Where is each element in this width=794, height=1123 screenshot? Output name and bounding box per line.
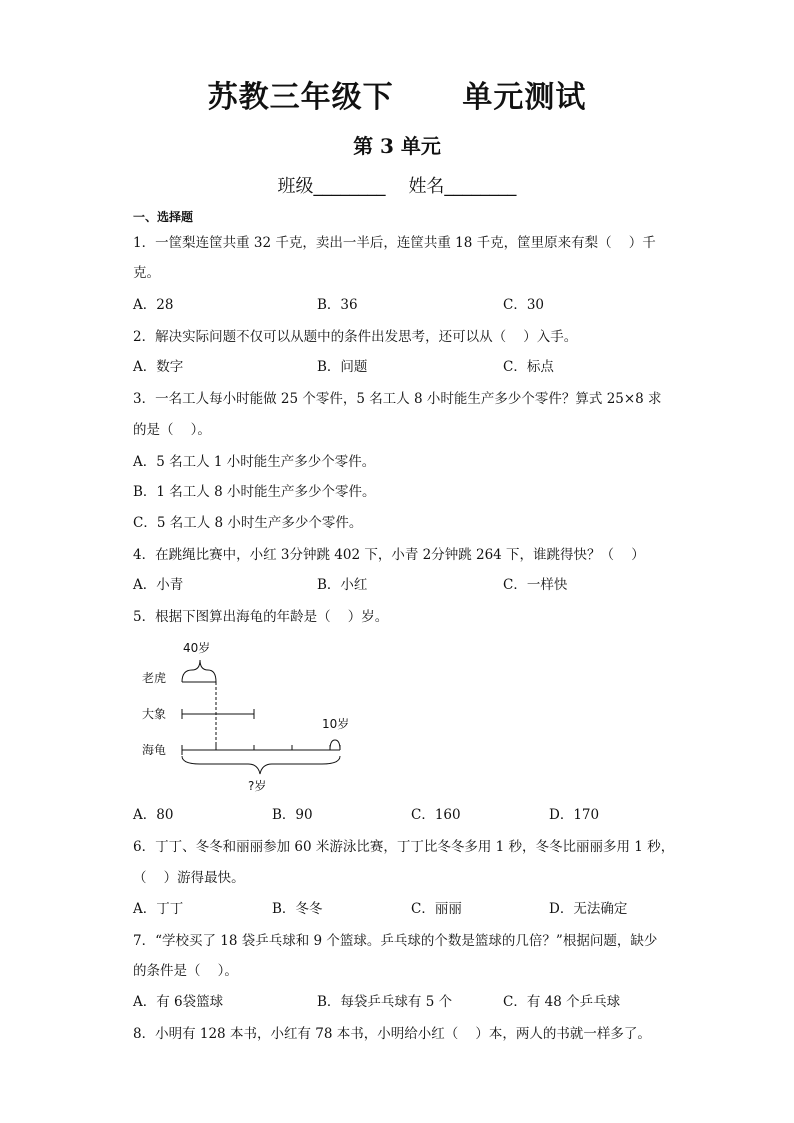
question-5-option-c: C．160	[411, 807, 461, 823]
top-brace	[182, 660, 216, 682]
bottom-brace	[182, 756, 340, 774]
unit-title: 第 3 单元	[353, 134, 441, 158]
question-1-line-1: 1．一筐梨连筐共重 32 千克，卖出一半后，连筐共重 18 千克，筐里原来有梨（ ）千	[133, 235, 656, 251]
extra-brace	[330, 740, 340, 750]
question-2-option-a: A．数字	[133, 359, 184, 375]
question-6-option-a: A．丁丁	[133, 901, 184, 917]
question-2-option-b: B．问题	[317, 359, 368, 375]
question-1-option-b: B．36	[317, 297, 358, 313]
question-7-line-2: 的条件是（ ）。	[133, 963, 238, 979]
question-3-line-2: 的是（ ）。	[133, 422, 211, 438]
main-title: 苏教三年级下 单元测试	[207, 80, 587, 115]
name-field-label: 姓名________	[408, 176, 517, 197]
question-5-option-b: B．90	[272, 807, 313, 823]
diagram-bottom-label: ?岁	[248, 779, 267, 793]
question-6-line-2: （ ）游得最快。	[133, 870, 245, 886]
question-3-option-c: C．5 名工人 8 小时生产多少个零件。	[133, 515, 363, 531]
question-2-option-c: C．标点	[503, 359, 554, 375]
question-4-line-1: 4．在跳绳比赛中，小红 3分钟跳 402 下，小青 2分钟跳 264 下，谁跳得快？（ ）	[133, 547, 645, 563]
question-6-option-b: B．冬冬	[272, 901, 323, 917]
question-8-line-1: 8．小明有 128 本书，小红有 78 本书，小明给小红（ ）本，两人的书就一样多了。	[133, 1026, 651, 1042]
question-6-option-c: C．丽丽	[411, 901, 462, 917]
section-title: 一、选择题	[133, 210, 194, 224]
question-2-line-1: 2．解决实际问题不仅可以从题中的条件出发思考，还可以从（ ）入手。	[133, 329, 578, 345]
question-4-option-a: A．小青	[133, 577, 184, 593]
row-label-tiger: 老虎	[142, 671, 167, 685]
question-6-line-1: 6．丁丁、冬冬和丽丽参加 60 米游泳比赛，丁丁比冬冬多用 1 秒，冬冬比丽丽多用 1 秒，	[133, 839, 675, 855]
question-7-option-c: C．有 48 个乒乓球	[503, 994, 621, 1010]
question-1-line-2: 克。	[133, 265, 160, 281]
question-6-option-d: D．无法确定	[549, 901, 628, 917]
student-info-line	[0, 172, 794, 198]
question-3-line-1: 3．一名工人每小时能做 25 个零件，5 名工人 8 小时能生产多少个零件？算式 25×8 求	[133, 391, 662, 407]
question-3-option-b: B．1 名工人 8 小时能生产多少个零件。	[133, 484, 376, 500]
row-label-turtle: 海龟	[142, 743, 167, 757]
question-4-option-b: B．小红	[317, 577, 368, 593]
diagram-top-label: 40岁	[183, 641, 211, 655]
question-4-option-c: C．一样快	[503, 577, 568, 593]
question-5-line-1: 5．根据下图算出海龟的年龄是（ ）岁。	[133, 609, 389, 625]
diagram-extra-label: 10岁	[322, 717, 350, 731]
age-line-diagram	[130, 636, 370, 796]
question-7-option-b: B．每袋乒乓球有 5 个	[317, 994, 453, 1010]
question-1-option-c: C．30	[503, 297, 545, 313]
question-5-option-d: D．170	[549, 807, 600, 823]
question-7-line-1: 7．“学校买了 18 袋乒乓球和 9 个篮球。乒乓球的个数是篮球的几倍？”根据问题，缺少	[133, 933, 658, 949]
class-field-label: 班级________	[277, 176, 386, 197]
question-3-option-a: A．5 名工人 1 小时能生产多少个零件。	[133, 454, 376, 470]
row-label-elephant: 大象	[142, 707, 167, 721]
question-7-option-a: A．有 6袋篮球	[133, 994, 224, 1010]
question-1-option-a: A．28	[133, 297, 174, 313]
question-5-option-a: A．80	[133, 807, 174, 823]
